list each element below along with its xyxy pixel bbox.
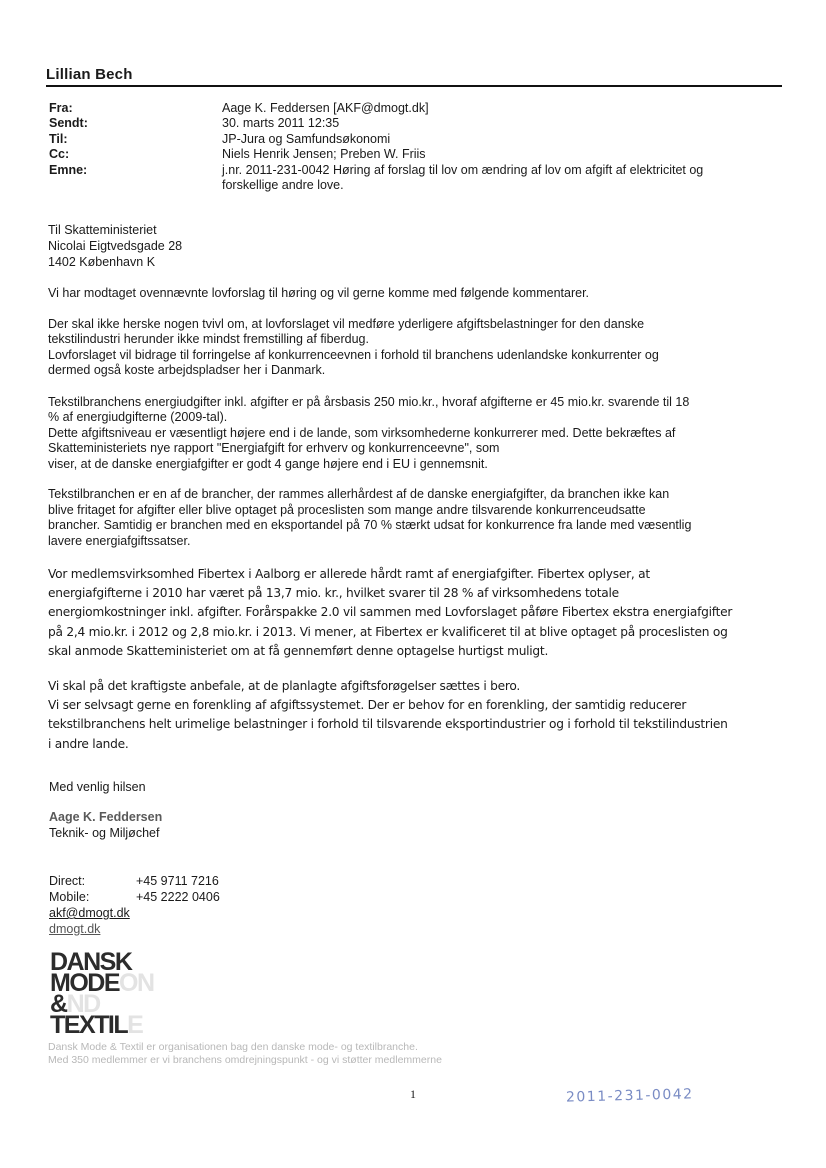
address-line-2: Nicolai Eigtvedsgade 28 xyxy=(48,239,183,253)
paragraph-5-line: tekstilbranchens helt urimelige belastninger i forhold til tilsvarende eksportindustrier og i forhold til tekstilindustrien xyxy=(48,717,728,732)
logo-line-3: &ND xyxy=(50,990,100,1018)
signature-name: Aage K. Feddersen xyxy=(49,810,163,824)
paragraph-1-line: Lovforslaget vil bidrage til forringelse af konkurrenceevnen i forhold til branchens udenlandske konkurrenter og xyxy=(48,347,659,362)
paragraph-1-line: dermed også koste arbejdspladser her i Danmark. xyxy=(48,363,326,377)
email-header xyxy=(49,101,789,193)
address-line-3: 1402 København K xyxy=(48,255,156,269)
from-label: Fra: xyxy=(49,101,73,115)
paragraph-1-line: Der skal ikke herske nogen tvivl om, at lovforslaget vil medføre yderligere afgiftsbelastninger for den danske xyxy=(48,316,645,331)
sent-label: Sendt: xyxy=(49,116,88,131)
closing-greeting: Med venlig hilsen xyxy=(49,780,146,794)
page-number: 1 xyxy=(410,1087,416,1101)
subject-line-1: j.nr. 2011-231-0042 Høring af forslag til lov om ændring af lov om afgift af elektricitet og xyxy=(222,162,704,177)
intro-paragraph: Vi har modtaget ovennævnte lovforslag til høring og vil gerne komme med følgende kommentarer. xyxy=(48,286,590,300)
direct-phone-row xyxy=(49,874,220,890)
paragraph-3-line: Tekstilbranchen er en af de brancher, der rammes allerhårdest af de danske energiafgifter, da branchen ikke kan xyxy=(48,487,670,501)
letter-body xyxy=(48,286,780,754)
header-from-row xyxy=(49,101,789,116)
logo-line-2: MODEON xyxy=(50,969,154,997)
header-to-row xyxy=(49,132,789,147)
paragraph-4-line: skal anmode Skatteministeriet om at få gennemført denne optagelse hurtigst muligt. xyxy=(48,643,549,658)
paragraph-5-line: Vi skal på det kraftigste anbefale, at de planlagte afgiftsforøgelser sættes i bero. xyxy=(48,679,520,694)
sender-divider xyxy=(46,85,782,87)
paragraph-2 xyxy=(48,395,780,473)
paragraph-2-line: Dette afgiftsniveau er væsentligt højere end i de lande, som virksomhederne konkurrerer med. Dette bekræftes af xyxy=(48,425,676,440)
paragraph-4 xyxy=(48,565,780,661)
paragraph-2-line: viser, at de danske energiafgifter er godt 4 gange højere end i EU i gennemsnit. xyxy=(48,456,488,471)
paragraph-5-line: i andre lande. xyxy=(48,736,129,751)
signature-title: Teknik- og Miljøchef xyxy=(49,826,160,840)
paragraph-5-line: Vi ser selvsagt gerne en forenkling af afgiftssystemet. Der er behov for en forenkling, der samtidig reducerer xyxy=(48,698,687,713)
email-link[interactable]: akf@dmogt.dk xyxy=(49,906,130,920)
sent-value: 30. marts 2011 12:35 xyxy=(222,116,340,131)
paragraph-4-line: energiafgifterne i 2010 har været på 13,7 mio. kr., hvilket svarer til 28 % af virksomhedens totale xyxy=(48,586,619,601)
cc-label: Cc: xyxy=(49,147,70,162)
subject-label: Emne: xyxy=(49,162,88,177)
footer-note-line-1: Dansk Mode & Textil er organisationen bag den danske mode- og textilbranche. xyxy=(48,1041,418,1053)
recipient-address xyxy=(48,222,182,270)
paragraph-3-line: blive fritaget for afgifter eller blive optaget på proceslisten som mange andre tilsvarende konkurrenceudsatte xyxy=(48,502,646,517)
logo-line-1: DANSK xyxy=(50,948,132,976)
mobile-label: Mobile: xyxy=(49,889,90,904)
paragraph-2-line: Skatteministeriets nye rapport "Energiafgift for erhverv og konkurrenceevne", som xyxy=(48,441,500,455)
cc-value: Niels Henrik Jensen; Preben W. Friis xyxy=(222,147,426,162)
subject-value xyxy=(222,163,789,194)
dansk-mode-textil-logo xyxy=(50,948,154,1039)
sender-name: Lillian Bech xyxy=(46,66,133,83)
paragraph-3-line: lavere energiafgiftssatser. xyxy=(48,533,191,548)
from-value: Aage K. Feddersen [AKF@dmogt.dk] xyxy=(222,101,429,115)
contact-block xyxy=(49,874,220,905)
to-value: JP-Jura og Samfundsøkonomi xyxy=(222,131,391,146)
address-line-1: Til Skatteministeriet xyxy=(48,223,157,237)
header-subject-row xyxy=(49,163,789,194)
paragraph-4-line: på 2,4 mio.kr. i 2012 og 2,8 mio.kr. i 2013. Vi mener, at Fibertex er kvalificeret til at blive optaget på proceslisten og xyxy=(48,624,728,639)
paragraph-1-line: tekstilindustri herunder ikke mindst fremstilling af fiberdug. xyxy=(48,332,369,346)
mobile-phone: +45 2222 0406 xyxy=(136,889,220,904)
logo-line-4: TEXTILE xyxy=(50,1011,143,1039)
paragraph-4-line: energiomkostninger inkl. afgifter. Forårspakke 2.0 vil sammen med Lovforslaget påføre Fibertex ekstra energiafgifter xyxy=(48,605,733,620)
handwritten-case-number: 2011-231-0042 xyxy=(565,1086,694,1106)
paragraph-1 xyxy=(48,317,780,379)
organisation-footer-note xyxy=(48,1041,442,1067)
website-link[interactable]: dmogt.dk xyxy=(49,922,101,936)
paragraph-4-line: Vor medlemsvirksomhed Fibertex i Aalborg er allerede hårdt ramt af energiafgifter. Fibertex oplyser, at xyxy=(48,567,650,581)
direct-phone: +45 9711 7216 xyxy=(136,874,219,888)
paragraph-3-line: brancher. Samtidig er branchen med en eksportandel på 70 % stærkt udsat for konkurrence fra lande med væsentlig xyxy=(48,518,692,532)
paragraph-2-line: % af energiudgifterne (2009-tal). xyxy=(48,410,228,424)
header-cc-row xyxy=(49,147,789,162)
paragraph-2-line: Tekstilbranchens energiudgifter inkl. afgifter er på årsbasis 250 mio.kr., hvoraf afgifterne er 45 mio.kr. svarende til 18 xyxy=(48,394,690,409)
direct-label: Direct: xyxy=(49,874,86,888)
footer-note-line-2: Med 350 medlemmer er vi branchens omdrejningspunkt - og vi støtter medlemmerne xyxy=(48,1054,442,1066)
paragraph-3 xyxy=(48,487,780,549)
header-sent-row xyxy=(49,116,789,131)
mobile-phone-row xyxy=(49,890,220,906)
subject-line-2: forskellige andre love. xyxy=(222,178,344,193)
to-label: Til: xyxy=(49,131,68,146)
paragraph-5 xyxy=(48,677,780,754)
